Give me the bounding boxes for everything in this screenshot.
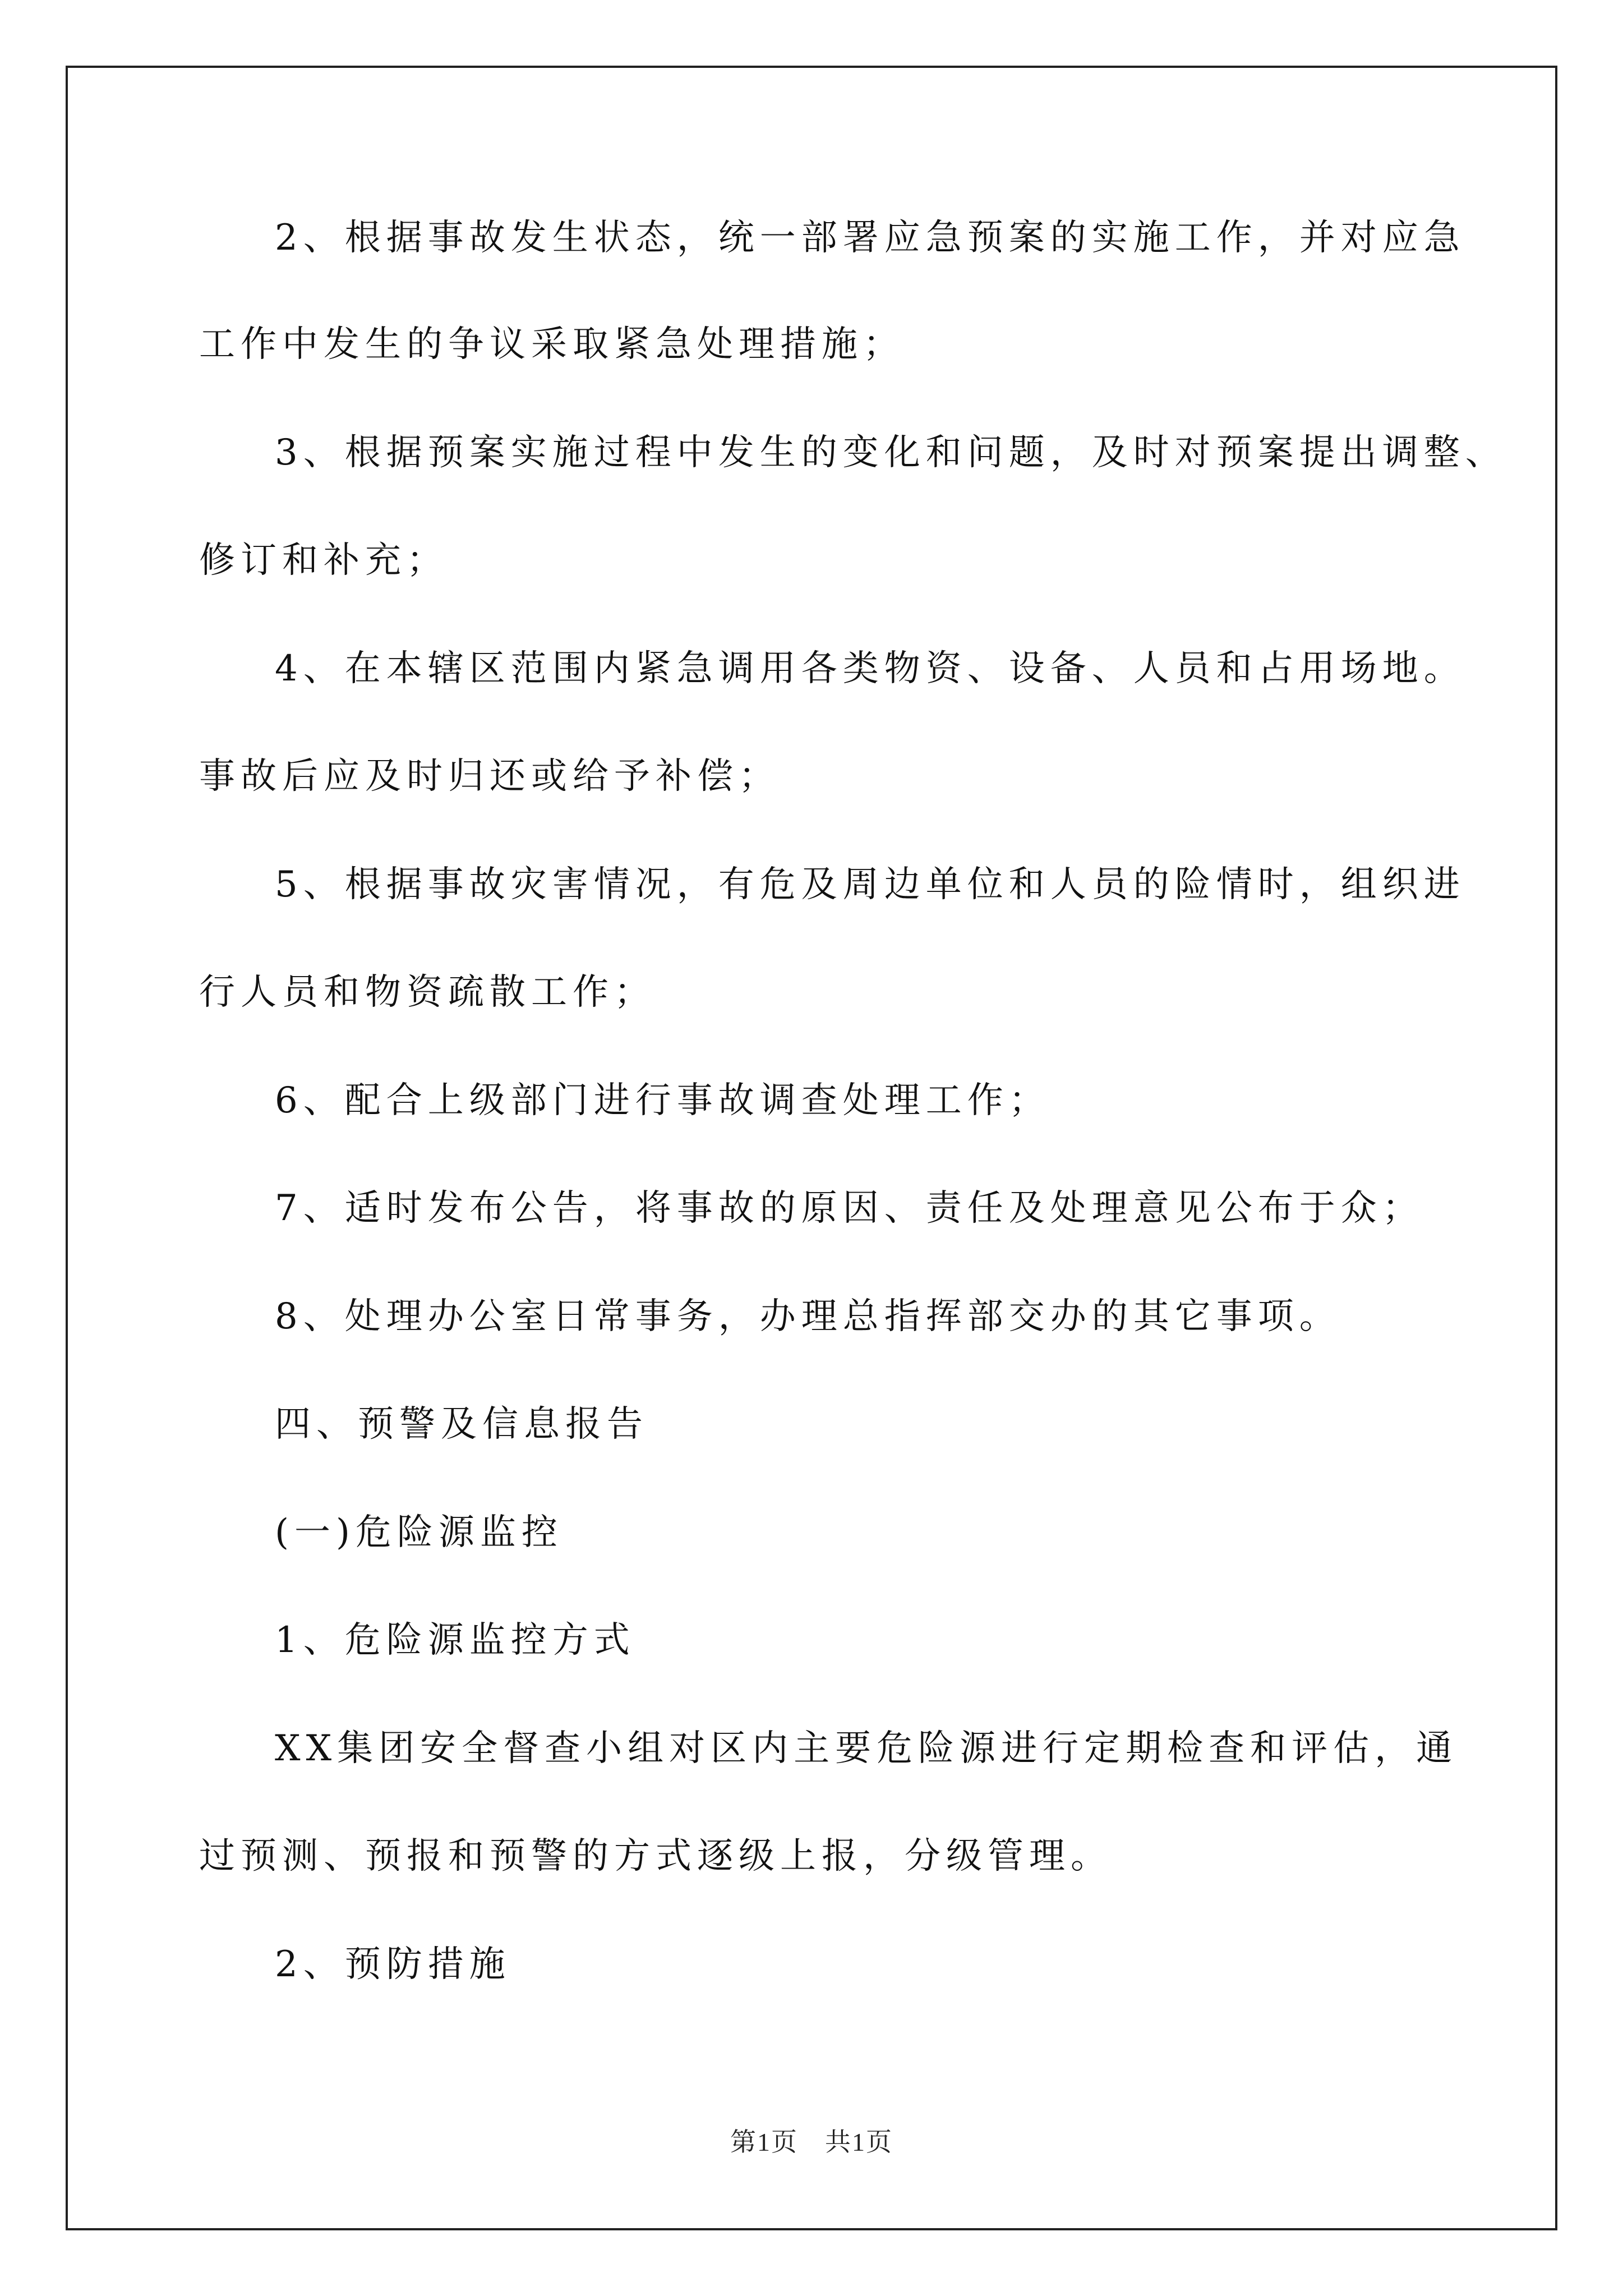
page-border xyxy=(66,66,1557,2230)
paragraph-line: 3、根据预案实施过程中发生的变化和问题，及时对预案提出调整、 xyxy=(275,432,1507,473)
paragraph-line: 2、根据事故发生状态，统一部署应急预案的实施工作，并对应急 xyxy=(275,217,1465,259)
paragraph-line: 事故后应及时归还或给予补偿； xyxy=(199,756,780,797)
paragraph-line: 修订和补充； xyxy=(199,540,448,581)
paragraph-line: 行人员和物资疏散工作； xyxy=(199,972,656,1013)
paragraph-line: 4、在本辖区范围内紧急调用各类物资、设备、人员和占用场地。 xyxy=(275,648,1465,689)
paragraph-line: 6、配合上级部门进行事故调查处理工作； xyxy=(275,1080,1050,1121)
section-heading: 四、预警及信息报告 xyxy=(275,1404,648,1445)
paragraph-line: 1、危险源监控方式 xyxy=(275,1619,635,1661)
subsection-heading: (一)危险源监控 xyxy=(275,1512,563,1553)
paragraph-line: XX集团安全督查小组对区内主要危险源进行定期检查和评估，通 xyxy=(275,1728,1458,1769)
paragraph-line: 过预测、预报和预警的方式逐级上报，分级管理。 xyxy=(199,1835,1112,1877)
paragraph-line: 7、适时发布公告，将事故的原因、责任及处理意见公布于众； xyxy=(275,1188,1424,1229)
paragraph-line: 2、预防措施 xyxy=(275,1944,511,1985)
page-number-footer: 第1页 共1页 xyxy=(730,2128,893,2156)
paragraph-line: 5、根据事故灾害情况，有危及周边单位和人员的险情时，组织进 xyxy=(275,864,1465,905)
paragraph-line: 8、处理办公室日常事务，办理总指挥部交办的其它事项。 xyxy=(275,1296,1341,1337)
paragraph-line: 工作中发生的争议采取紧急处理措施； xyxy=(199,324,905,365)
